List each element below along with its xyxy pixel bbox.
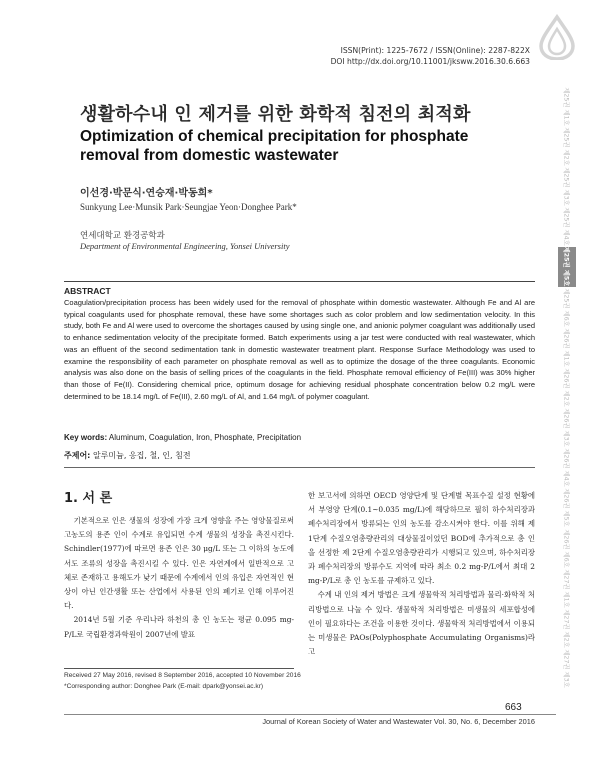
issue-index-tab-label: 제27권 제3호 [562,649,570,688]
body-column-right [308,489,535,659]
keywords-korean-text: 알루미늄, 응집, 철, 인, 침전 [92,451,191,460]
footnote [64,671,304,692]
issue-index-tab [558,488,576,528]
keywords-korean-label: 주제어: [64,451,91,460]
journal-citation: Journal of Korean Society of Water and Wastewater Vol. 30, No. 6, December 2016 [262,717,535,726]
issn-line: ISSN(Print): 1225-7672 / ISSN(Online): 2287-822X [340,46,530,55]
page-number: 663 [505,702,522,713]
affiliation-english: Department of Environmental Engineering, Yonsei University [80,241,290,251]
keywords-english-label: Key words: [64,433,108,442]
footnote-rule [64,668,294,669]
authors-english: Sunkyung Lee·Munsik Park·Seungjae Yeon·Donghee Park* [80,202,297,212]
issue-index-tab [558,649,576,689]
doi-line: DOI http://dx.doi.org/10.11001/jksww.2016.30.6.663 [330,57,530,66]
abstract-heading: ABSTRACT [64,286,111,296]
keywords-english-text: Aluminum, Coagulation, Iron, Phosphate, Precipitation [108,433,302,442]
issue-index-tab-label: 제26권 제2호 [562,368,570,407]
issue-index-tab-label: 제25권 제5호 [562,247,570,287]
affiliation-korean: 연세대학교 환경공학과 [80,231,165,241]
issue-index-tab-label: 제25권 제6호 [562,287,570,327]
issue-index-tab [558,86,576,126]
issue-index-tab [558,287,576,327]
issue-index-tab-label: 제27권 제1호 [562,569,570,608]
issue-index-tab-label: 제26권 제3호 [562,408,570,447]
water-drop-logo-icon [537,14,577,60]
issue-index-tab-label: 제25권 제2호 [562,127,570,166]
keywords-korean [64,450,191,461]
body-paragraph: 2014년 5월 기준 우리나라 하천의 총 인 농도는 평균 0.095 mg-P/L로 국립환경과학원이 2007년에 발표 [64,615,294,639]
title-korean: 생활하수내 인 제거를 위한 화학적 침전의 최적화 [80,104,471,125]
issue-index-tab-label: 제25권 제3호 [562,167,570,206]
title-english: Optimization of chemical precipitation for phosphate removal from domestic wastewater [80,128,469,164]
issue-index-tab-label: 제25권 제1호 [562,86,570,126]
issue-index-tab-label: 제26권 제5호 [562,488,570,528]
section-heading-introduction: 1. 서 론 [64,491,113,506]
footnote-received: Received 27 May 2016, revised 8 September 2016, accepted 10 November 2016 [64,672,301,679]
issue-index-tabs [558,86,576,689]
issue-index-tab [558,247,576,287]
issue-index-tab-label: 제25권 제4호 [562,207,570,246]
issue-index-tab [558,367,576,407]
issue-index-tab [558,528,576,568]
issn-doi-block [300,45,530,67]
issue-index-tab [558,207,576,247]
body-column-left [64,514,294,642]
issue-index-tab [558,448,576,488]
issue-index-tab-label: 제26권 제1호 [562,328,570,367]
authors-korean: 이선경·박문식·연승재·박동희* [80,188,213,199]
issue-index-tab [558,408,576,448]
abstract-text: Coagulation/precipitation process has been widely used for the removal of phosphate within domestic wastewater. Although Fe and Al are typical coagulants used for phosphate removal, these have some shortages such as color problem and low sedimentation velocity. In this study, both Fe and Al were used to overcome the shortages caused by using single one, and anionic polymer coagulant was additionally used to enhance sedimentation velocity of the precipitate formed. Batch experiments using a jar test were conducted with real wastewater, which was an effluent of the second sedimentation tank in domestic wastewater treatment plant. Response Surface Methodology was used to examine the responsibility of each parameter on phosphate removal as well as to optimize the dosage of the three coagulants. Economic analysis was also done on the basis of selling prices of the coagulants in the field. Phosphate removal efficiency of Fe(III) was 30% higher than those of Fe(II). Considering chemical price, optimum dosage for achieving residual phosphate concentration below 0.2 mg/L were determined to be 18.14 mg/L of Fe(III), 2.60 mg/L of Al, and 1.64 mg/L of polymer coagulant. [64,298,535,401]
issue-index-tab [558,166,576,206]
abstract-bottom-rule [64,467,535,468]
body-paragraph: 한 보고서에 의하면 OECD 영양단계 및 단계별 목표수질 설정 현황에서 부영양 단계(0.1~0.035 mg/L)에 해당하므로 필히 하수처리장과 폐수처리장에서 방류되는 인의 농도를 감소시켜야 한다. 이를 위해 제 1단계 수질오염총량관리의 대상물질이었던 BOD에 추가적으로 총 인을 선정한 제 2단계 수질오염총량관리가 시행되고 있으며, 하수처리장과 폐수처리장의 방류수도 지역에 따라 최소 0.2 mg-P/L에서 최대 2 mg-P/L로 총 인 농도를 규제하고 있다. [308,491,535,586]
body-paragraph: 수계 내 인의 제거 방법은 크게 생물학적 처리방법과 물리·화학적 처리방법으로 나눌 수 있다. 생물학적 처리방법은 미생물의 세포합성에 인이 필요하다는 조건을 이용한 것이다. 생물학적 처리방법에서 이용되는 미생물은 PAOs(Polyphosphate Accumulating Organisms)라고 [308,590,535,657]
issue-index-tab-label: 제27권 제2호 [562,609,570,648]
body-paragraph: 기본적으로 인은 생물의 성장에 가장 크게 영향을 주는 영양물질로써 고농도의 용존 인이 수계로 유입되면 수계 생물의 성장을 촉진시킨다. Schindler(1977)에 따르면 용존 인은 30 μg/L 또는 그 이하의 농도에서도 조류의 성장을 촉진시킬 수 있다. 인은 자연계에서 일반적으로 고체로 존재하고 용해도가 낮기 때문에 수계에서 인의 유입은 자연적인 현상이 아닌 인간생활 또는 산업에서 사용된 인의 폐기로 인해 이루어진다. [64,516,294,611]
issue-index-tab-label: 제26권 제4호 [562,448,570,487]
issue-index-tab [558,327,576,367]
footer-rule [64,714,556,715]
issue-index-tab [558,126,576,166]
issue-index-tab-label: 제26권 제6호 [562,528,570,568]
keywords-english [64,433,301,442]
issue-index-tab [558,608,576,648]
abstract-top-rule [64,281,535,282]
footnote-corresponding: *Corresponding author: Donghee Park (E-mail: dpark@yonsei.ac.kr) [64,682,264,690]
issue-index-tab [558,568,576,608]
